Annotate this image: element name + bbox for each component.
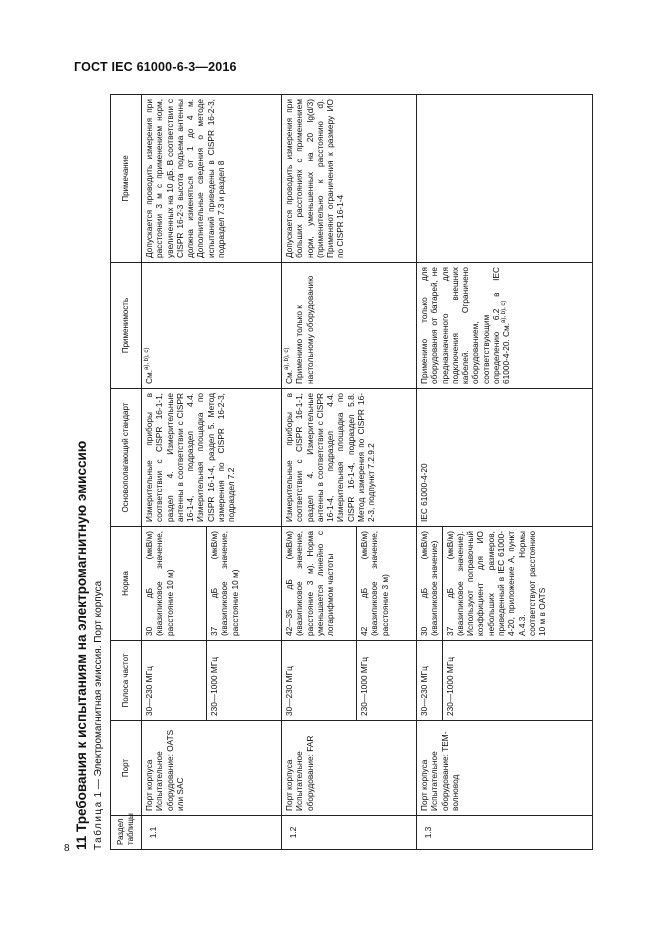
table-row	[417, 95, 443, 850]
row-norm: 42—35 дБ (мкВ/м) (квазипиковое значение, расстояние 3 м). Норма уменьшается линейно с логарифмом частоты	[282, 527, 357, 641]
row-applicability	[142, 263, 282, 389]
section-title: 11 Требования к испытаниям на электромагнитную эмиссию	[74, 440, 89, 850]
col-header-applicability: Применимость	[111, 263, 142, 389]
col-header-norm: Норма	[111, 527, 142, 641]
col-header-note: Примечание	[111, 95, 142, 263]
emission-table	[110, 94, 593, 850]
page-number: 8	[64, 843, 70, 854]
row-norm: 37 дБ (мкВ/м) (квазипиковое значение, расстояние 10 м)	[207, 527, 282, 641]
col-header-standard: Основополагающий стандарт	[111, 389, 142, 527]
row-applicability	[282, 263, 417, 389]
row-band: 230—1000 МГц	[442, 641, 592, 721]
row-band: 30—230 МГц	[142, 641, 207, 721]
row-norm: 30 дБ (мкВ/м) (квазипиковое значение, расстояние 10 м)	[142, 527, 207, 641]
row-port: Порт корпуса Испытательное оборудование: OATS или SAC	[142, 721, 282, 816]
applicability-extra: Применимо только к настольному оборудованию	[294, 275, 315, 384]
row-norm: 37 дБ (мкВ/м) (квазипиковое значение). Используют поправочный коэффициент для ИО небольших размеров, приведенный в IEC 61000-4-20, приложение А, пункт А.4.3. Нормы соответствуют расстоянию 10 м в OATS	[442, 527, 592, 641]
applicability-text: См.	[284, 369, 294, 384]
table-row	[142, 95, 207, 850]
table-header-row	[111, 95, 142, 850]
footnote-ref: a), b), c)	[144, 347, 151, 370]
col-header-band: Полоса частот	[111, 641, 142, 721]
table-caption-text: 1 — Электромагнитная эмиссия. Порт корпуса	[93, 580, 104, 798]
row-applicability	[417, 263, 593, 389]
col-header-port: Порт	[111, 721, 142, 816]
table-caption	[93, 581, 104, 850]
table-row	[282, 95, 357, 850]
row-section: 1.2	[282, 816, 417, 850]
row-norm: 30 дБ (мкВ/м) (квазипиковое значение)	[417, 527, 443, 641]
row-band: 30—230 МГц	[417, 641, 443, 721]
row-standard: Измерительные приборы в соответствии с CISPR 16-1-1, раздел 4. Измерительные антенны в соответствии с CISPR 16-1-4, подраздел 4.4. Измерительная площадка по CISPR 16-1-4, раздел 5. Метод измерения по CISPR 16-2-3, подраздел 7.2	[142, 389, 282, 527]
row-port: Порт корпуса Испытательное оборудование: ТЕМ-волновод	[417, 721, 593, 816]
row-band: 230—1000 МГц	[357, 641, 417, 721]
row-standard: IEC 61000-4-20	[417, 389, 593, 527]
document-header: ГОСТ IEC 61000-6-3—2016	[74, 60, 237, 74]
row-standard: Измерительные приборы в соответствии с CISPR 16-1-1, раздел 4. Измерительные антенны в соответствии с CISPR 16-1-4, подраздел 4.4. Измерительная площадка по CISPR 16-1-4, подраздел 5.8. Метод измерения по CISPR 16-2-3, подпункт 7.2.9.2	[282, 389, 417, 527]
col-header-section: Раздел таблицы	[111, 816, 142, 850]
footnote-ref: a), b), c)	[284, 347, 291, 370]
row-band: 230—1000 МГц	[207, 641, 282, 721]
row-note: Допускается проводить измерения при расстоянии 3 м с применением норм, увеличенных на 10 дБ. В соответствии с CISPR 16-2-3 высота подъема антенны должна изменяться от 1 до 4 м. Дополнительные сведения о методе испытаний приведены в CISPR 16-2-3, подраздел 7.3 и раздел 8	[142, 95, 282, 263]
row-port: Порт корпуса Испытательное оборудование: FAR	[282, 721, 417, 816]
row-norm: 42 дБ (мкВ/м) (квазипиковое значение, расстояние 3 м)	[357, 527, 417, 641]
row-note	[417, 95, 593, 263]
applicability-text: См.	[144, 369, 154, 384]
row-note: Допускается проводить измерения при больших расстояниях с применением норм, уменьшенных на 20 lg(d/3) (применительно к расстоянию d). Применяют ограничения к размеру ИО по CISPR 16-1-4	[282, 95, 417, 263]
footnote-ref: a), b), c)	[501, 300, 508, 323]
table-label: Таблица	[93, 800, 104, 850]
row-band: 30—230 МГц	[282, 641, 357, 721]
applicability-text: Применимо только для оборудования от батарей, не предназначенного для подключения внешних кабелей. Ограничено оборудованием, соответствующим определению 6.2 в IEC 61000-4-20. См.	[419, 267, 512, 384]
row-section: 1.3	[417, 816, 593, 850]
row-section: 1.1	[142, 816, 282, 850]
rotated-table-page	[74, 95, 605, 850]
